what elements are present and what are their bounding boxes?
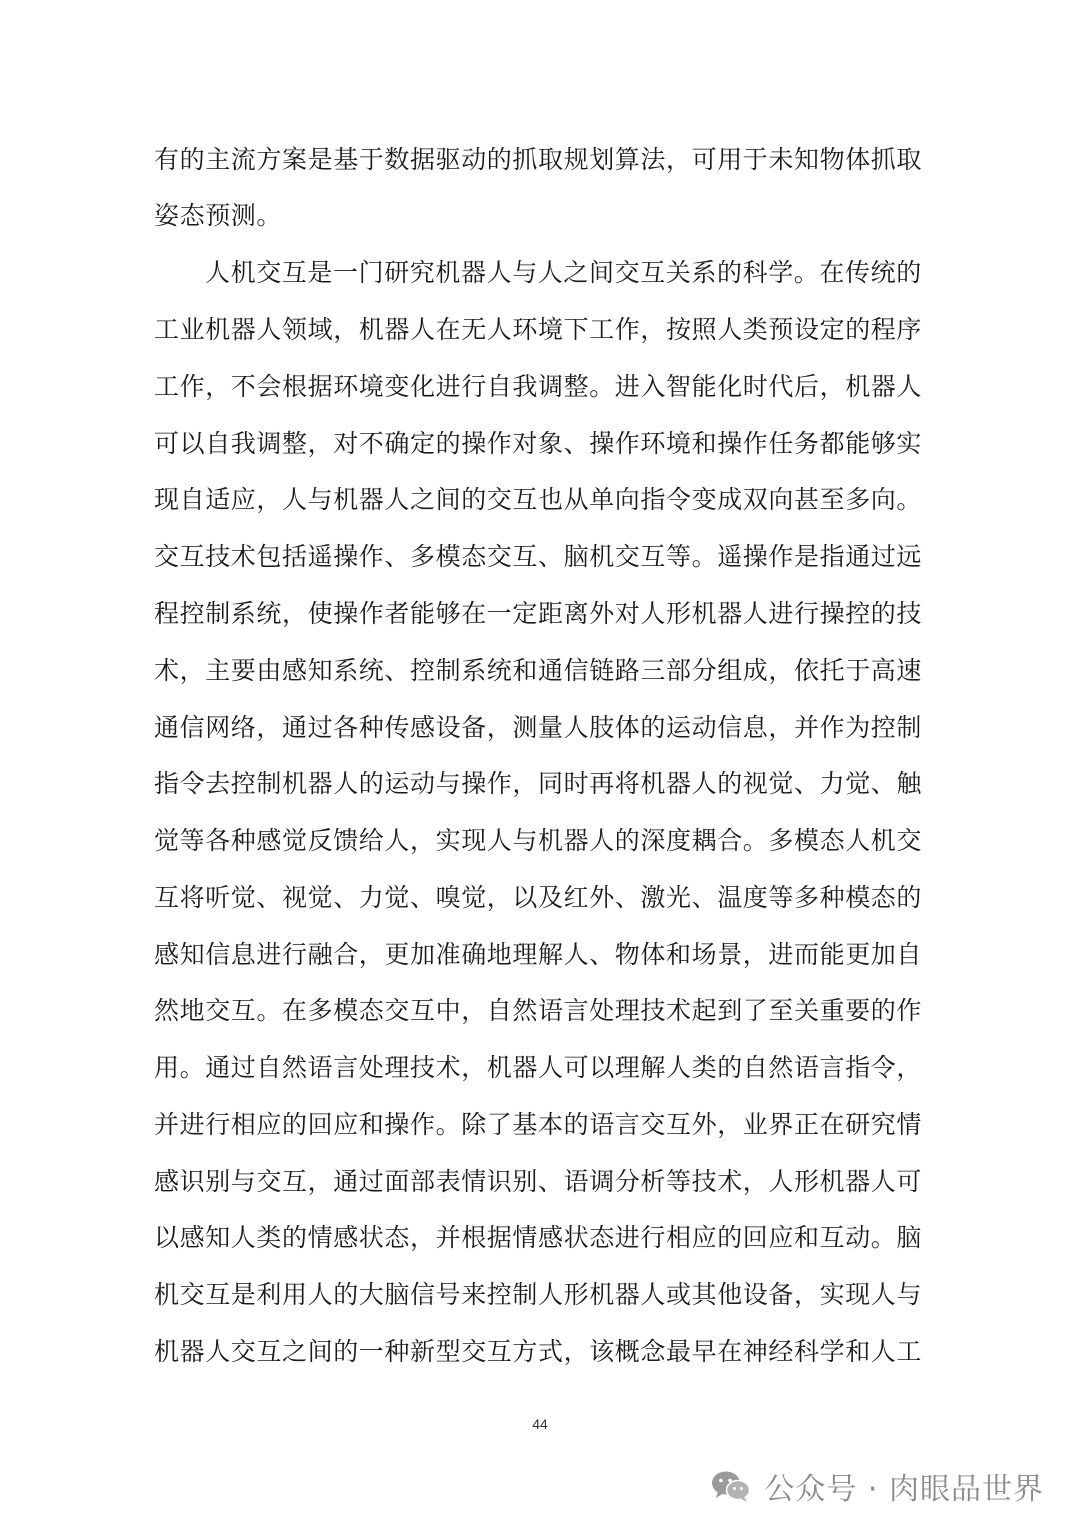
wechat-icon [710, 1469, 752, 1503]
text-line: 程控制系统，使操作者能够在一定距离外对人形机器人进行操控的技 [154, 599, 923, 628]
text-line: 以感知人类的情感状态，并根据情感状态进行相应的回应和互动。脑 [154, 1223, 923, 1252]
text-line: 有的主流方案是基于数据驱动的抓取规划算法，可用于未知物体抓取 [154, 145, 923, 174]
page-number: 44 [532, 1416, 548, 1432]
text-line: 工业机器人领域，机器人在无人环境下工作，按照人类预设定的程序 [154, 315, 923, 344]
watermark-text: 公众号 · 肉眼品世界 [764, 1472, 1044, 1507]
text-line: 互将听觉、视觉、力觉、嗅觉，以及红外、激光、温度等多种模态的 [154, 883, 923, 912]
text-line: 现自适应，人与机器人之间的交互也从单向指令变成双向甚至多向。 [154, 485, 923, 514]
text-line: 并进行相应的回应和操作。除了基本的语言交互外，业界正在研究情 [154, 1110, 923, 1139]
text-line: 感知信息进行融合，更加准确地理解人、物体和场景，进而能更加自 [154, 940, 923, 969]
text-line: 用。通过自然语言处理技术，机器人可以理解人类的自然语言指令， [154, 1053, 923, 1082]
text-line: 姿态预测。 [154, 201, 283, 230]
text-line: 指令去控制机器人的运动与操作，同时再将机器人的视觉、力觉、触 [154, 769, 923, 798]
text-line: 可以自我调整，对不确定的操作对象、操作环境和操作任务都能够实 [154, 429, 923, 458]
text-line: 然地交互。在多模态交互中，自然语言处理技术起到了至关重要的作 [154, 996, 923, 1025]
text-line: 人机交互是一门研究机器人与人之间交互关系的科学。在传统的 [205, 258, 922, 287]
text-line: 机器人交互之间的一种新型交互方式，该概念最早在神经科学和人工 [154, 1337, 923, 1366]
text-line: 机交互是利用人的大脑信号来控制人形机器人或其他设备，实现人与 [154, 1280, 923, 1309]
text-line: 感识别与交互，通过面部表情识别、语调分析等技术，人形机器人可 [154, 1167, 923, 1196]
text-line: 术，主要由感知系统、控制系统和通信链路三部分组成，依托于高速 [154, 656, 923, 685]
watermark [710, 1462, 1044, 1510]
text-line: 通信网络，通过各种传感设备，测量人肢体的运动信息，并作为控制 [154, 713, 923, 742]
text-line: 交互技术包括遥操作、多模态交互、脑机交互等。遥操作是指通过远 [154, 542, 923, 571]
text-line: 觉等各种感觉反馈给人，实现人与机器人的深度耦合。多模态人机交 [154, 826, 923, 855]
text-line: 工作，不会根据环境变化进行自我调整。进入智能化时代后，机器人 [154, 372, 923, 401]
